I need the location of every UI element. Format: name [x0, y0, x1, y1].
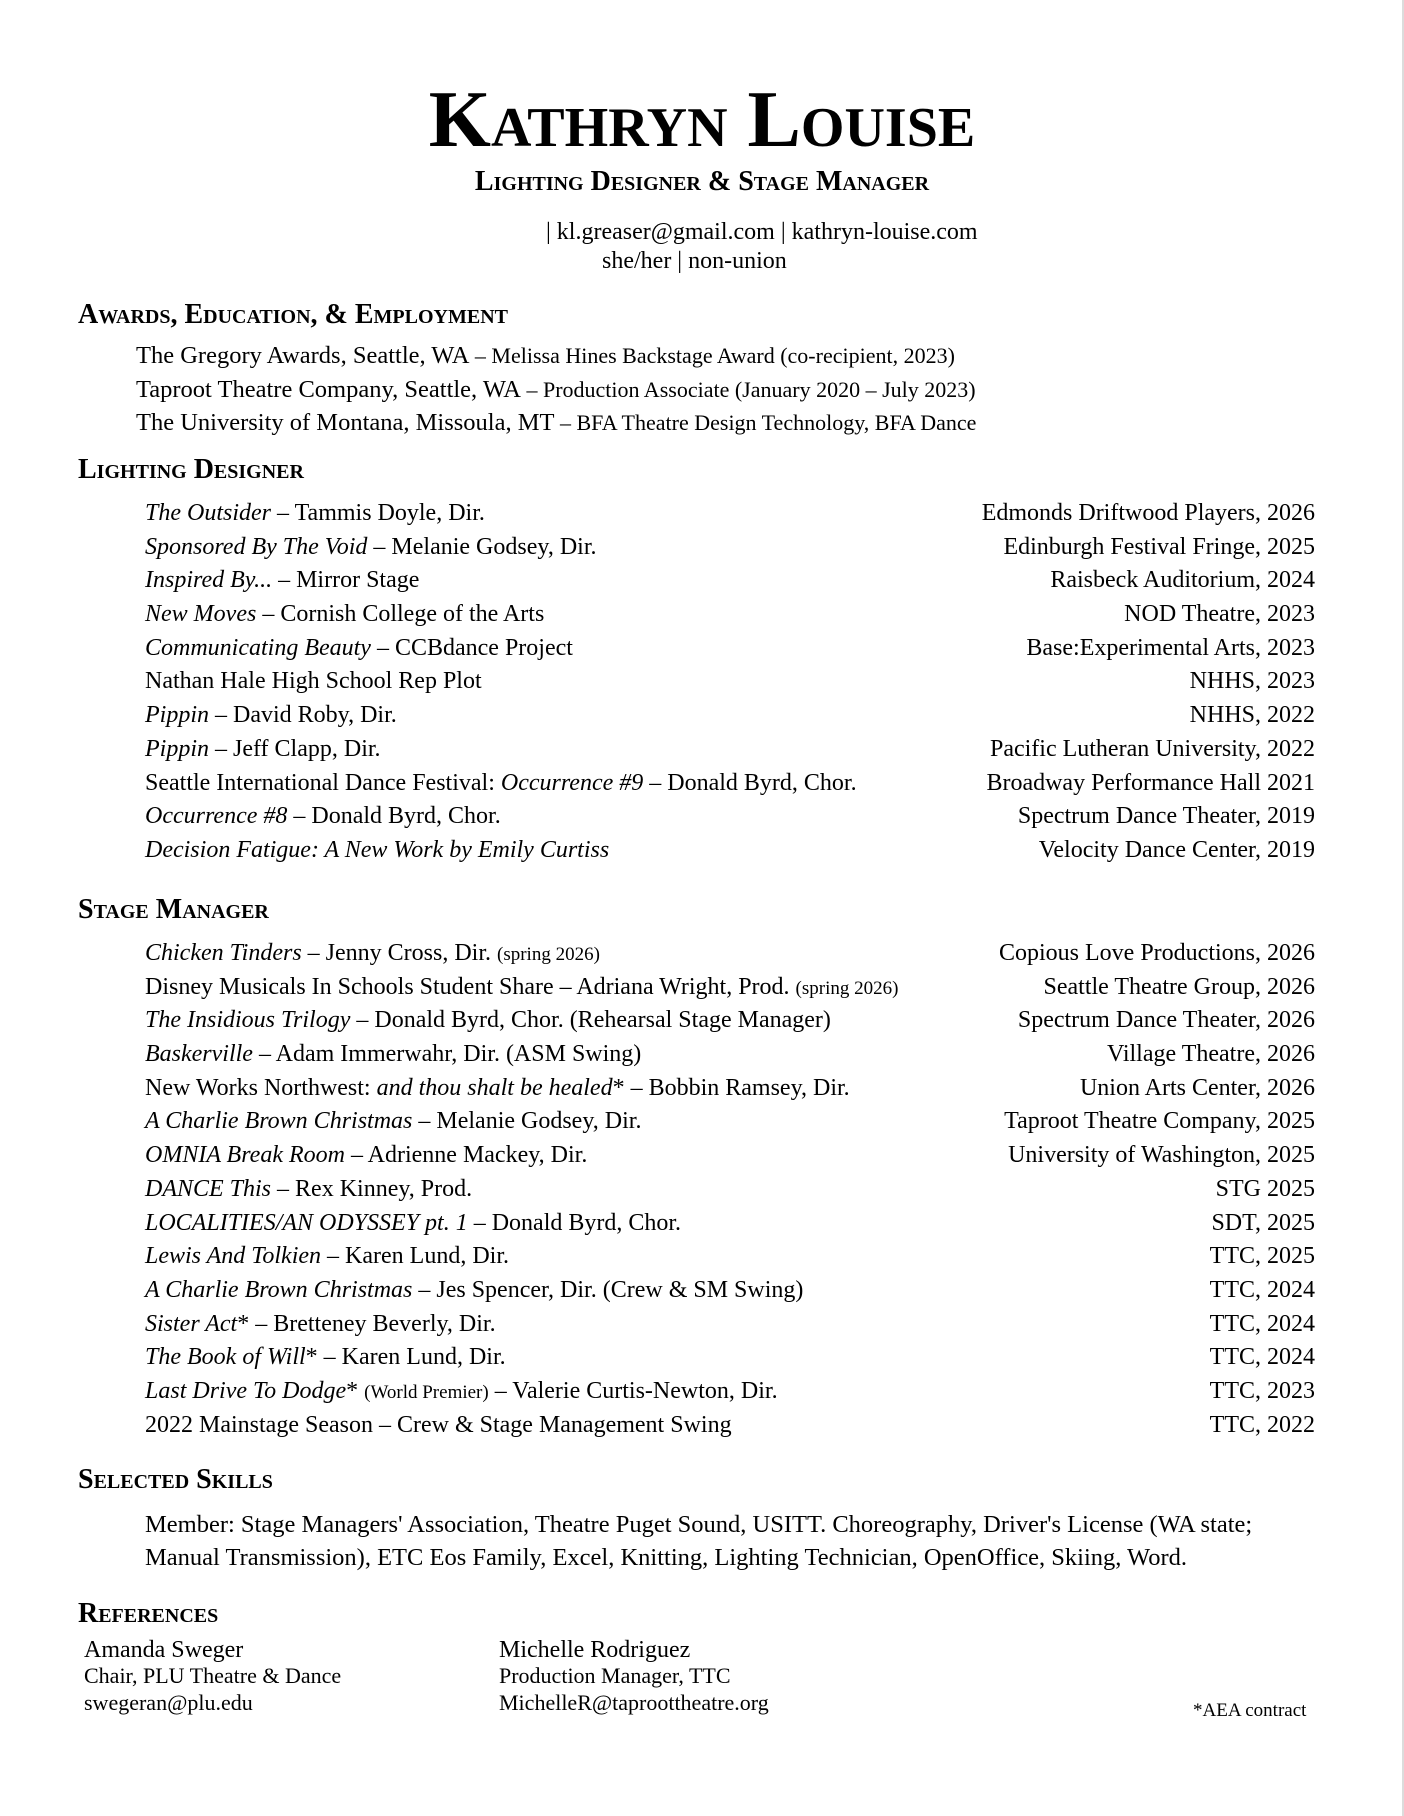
award-item [136, 408, 976, 437]
credit-row [145, 497, 1315, 531]
credit-detail: – Adrienne Mackey, Dir. [344, 1142, 588, 1169]
production-title: Sister Act [145, 1310, 238, 1337]
credit-detail: – Jes Spencer, Dir. (Crew & SM Swing) [412, 1276, 804, 1303]
production-title: Communicating Beauty [145, 634, 371, 661]
credit-venue: TTC, 2024 [1209, 1276, 1315, 1303]
award-detail: BFA Theatre Design Technology, BFA Dance [576, 410, 977, 435]
production-title: Occurrence #9 [500, 769, 644, 796]
reference-role: Production Manager, TTC [499, 1663, 731, 1689]
reference-name: Amanda Sweger [84, 1637, 244, 1663]
credit-row [145, 800, 1315, 834]
credit-detail: – David Roby, Dir. [209, 702, 397, 729]
reference-email[interactable]: swegeran@plu.edu [84, 1689, 253, 1715]
credit-description [145, 1240, 509, 1274]
award-separator: – [520, 376, 543, 402]
credit-row [145, 1375, 1315, 1409]
production-title: The Outsider [145, 500, 271, 526]
production-title: A Charlie Brown Christmas [145, 1108, 413, 1135]
production-title: Chicken Tinders [145, 940, 302, 966]
production-title: Pippin [145, 702, 209, 729]
credit-description [145, 1375, 778, 1410]
credit-description [145, 699, 397, 733]
production-title: The Book of Will [145, 1344, 306, 1371]
credit-detail: – Cornish College of the Arts [256, 601, 545, 628]
credit-venue: Base:Experimental Arts, 2023 [1026, 634, 1315, 661]
production-title: and thou shalt be healed [376, 1074, 613, 1101]
credit-row [145, 1240, 1315, 1274]
credit-venue: TTC, 2025 [1209, 1243, 1315, 1270]
award-separator: – [469, 343, 492, 368]
credit-row [145, 665, 1315, 699]
award-detail: Melissa Hines Backstage Award (co-recipient, 2023) [491, 343, 955, 368]
credit-venue: NHHS, 2023 [1189, 668, 1315, 695]
credit-venue: Raisbeck Auditorium, 2024 [1050, 567, 1315, 594]
credit-detail-2: – Valerie Curtis-Newton, Dir. [488, 1377, 778, 1404]
award-org: Taproot Theatre Company, Seattle, WA [136, 375, 521, 403]
credit-venue: Spectrum Dance Theater, 2026 [1017, 1007, 1315, 1034]
credit-row [145, 564, 1315, 598]
production-title: A Charlie Brown Christmas [145, 1276, 413, 1303]
production-title: New Moves [145, 601, 257, 628]
production-title: Inspired By... [145, 567, 273, 594]
award-detail: Production Associate (January 2020 – July 2023) [542, 376, 976, 402]
credit-detail: * – Karen Lund, Dir. [305, 1344, 506, 1371]
production-title: DANCE This [145, 1175, 272, 1202]
credit-description [145, 665, 482, 699]
production-title: OMNIA Break Room [145, 1142, 345, 1169]
credit-venue: Pacific Lutheran University, 2022 [989, 735, 1315, 762]
references-heading: References [78, 1598, 219, 1629]
credit-row [145, 1341, 1315, 1375]
credit-detail: – Melanie Godsey, Dir. [367, 533, 597, 560]
credit-description [145, 497, 485, 531]
production-title: Occurrence #8 [145, 803, 288, 830]
credit-venue: University of Washington, 2025 [1008, 1142, 1315, 1169]
credit-description [145, 1173, 472, 1207]
credit-venue: TTC, 2023 [1209, 1377, 1315, 1404]
reference-email[interactable]: MichelleR@taproottheatre.org [499, 1689, 769, 1715]
aea-footnote: *AEA contract [1193, 1700, 1307, 1721]
stage-manager-heading: Stage Manager [78, 894, 269, 925]
credit-venue: Copious Love Productions, 2026 [999, 940, 1315, 966]
credit-description [145, 1139, 587, 1173]
reference-1 [84, 1637, 341, 1716]
credit-venue: Seattle Theatre Group, 2026 [1043, 973, 1315, 1000]
credit-description [145, 564, 419, 598]
credit-row [145, 598, 1315, 632]
stage-manager-list [145, 937, 1315, 1442]
credit-detail: – Donald Byrd, Chor. [643, 769, 857, 796]
credit-description [145, 1409, 732, 1443]
credit-description [145, 1341, 506, 1375]
credit-detail: – Rex Kinney, Prod. [271, 1175, 473, 1202]
credit-detail: – Crew & Stage Management Swing [372, 1411, 732, 1438]
production-title: Decision Fatigue: A New Work by Emily Curtiss [145, 836, 610, 863]
award-item [136, 375, 976, 404]
credit-venue: Village Theatre, 2026 [1106, 1041, 1315, 1068]
reference-role: Chair, PLU Theatre & Dance [84, 1663, 342, 1689]
credit-prefix: Nathan Hale High School Rep Plot [145, 668, 482, 695]
credit-prefix: Seattle International Dance Festival: [145, 769, 501, 796]
skills-heading: Selected Skills [78, 1464, 273, 1495]
lighting-heading: Lighting Designer [78, 454, 304, 485]
reference-name: Michelle Rodriguez [499, 1637, 691, 1663]
credit-detail: – Adam Immerwahr, Dir. (ASM Swing) [252, 1041, 642, 1068]
credit-venue: Taproot Theatre Company, 2025 [1004, 1108, 1315, 1135]
credit-row [145, 1207, 1315, 1241]
credit-detail: – Mirror Stage [272, 567, 420, 594]
award-org: The University of Montana, Missoula, MT [136, 409, 555, 436]
credit-venue: TTC, 2024 [1209, 1310, 1315, 1337]
credit-detail: – Donald Byrd, Chor. [287, 803, 501, 830]
credit-prefix: New Works Northwest: [145, 1074, 377, 1101]
candidate-name: Kathryn Louise [428, 76, 976, 164]
credit-description [145, 834, 609, 868]
credit-description [145, 1274, 803, 1308]
skills-text: Member: Stage Managers' Association, Theatre Puget Sound, USITT. Choreography, Driver's License (WA state; Manual Transmission), ETC Eos Family, Excel, Knitting, Lighting Technician, OpenOffice, Skiing, Word. [145, 1511, 1253, 1572]
credit-row [145, 632, 1315, 666]
credit-venue: SDT, 2025 [1211, 1209, 1315, 1236]
pronouns-line: she/her | non-union [602, 248, 787, 274]
credit-row [145, 1173, 1315, 1207]
awards-heading: Awards, Education, & Employment [78, 299, 508, 330]
credit-venue: NOD Theatre, 2023 [1124, 601, 1315, 628]
award-separator: – [554, 410, 577, 435]
credit-venue: Union Arts Center, 2026 [1079, 1074, 1315, 1101]
credit-venue: Broadway Performance Hall 2021 [986, 769, 1315, 796]
credit-description [145, 1004, 831, 1038]
credit-description [145, 767, 857, 801]
credit-description [145, 1072, 850, 1106]
credit-venue: Spectrum Dance Theater, 2019 [1017, 803, 1315, 830]
credit-description [145, 800, 501, 834]
production-title: Lewis And Tolkien [145, 1243, 322, 1270]
credit-row [145, 699, 1315, 733]
credit-detail: – Karen Lund, Dir. [321, 1243, 509, 1270]
credit-detail: * [346, 1377, 365, 1404]
credit-venue: STG 2025 [1215, 1175, 1315, 1202]
credit-detail: – Donald Byrd, Chor. (Rehearsal Stage Manager) [350, 1007, 831, 1034]
award-org: The Gregory Awards, Seattle, WA [136, 342, 470, 369]
credit-detail: – Tammis Doyle, Dir. [271, 500, 485, 526]
credit-description [145, 632, 573, 666]
credit-note: (spring 2026) [795, 977, 899, 999]
reference-2 [499, 1637, 769, 1716]
credit-description [145, 971, 898, 1006]
award-item [136, 341, 955, 370]
credit-row [145, 733, 1315, 767]
production-title: Baskerville [145, 1041, 253, 1068]
credit-detail: * – Bretteney Beverly, Dir. [237, 1310, 496, 1337]
credit-row [145, 1274, 1315, 1308]
credit-row [145, 531, 1315, 565]
credit-detail: * – Bobbin Ramsey, Dir. [612, 1074, 850, 1101]
credit-description [145, 1038, 641, 1072]
credit-prefix: Disney Musicals In Schools Student Share [145, 973, 554, 1000]
credit-venue: TTC, 2022 [1209, 1411, 1315, 1438]
credit-description [145, 733, 381, 767]
credit-description [145, 598, 544, 632]
credit-row [145, 834, 1315, 868]
credit-description [145, 937, 600, 972]
production-title: Sponsored By The Void [145, 533, 368, 560]
credit-row [145, 1139, 1315, 1173]
credit-row [145, 1004, 1315, 1038]
credit-description [145, 1207, 681, 1241]
credit-venue: Edinburgh Festival Fringe, 2025 [1003, 533, 1315, 560]
credit-row [145, 1308, 1315, 1342]
credit-description [145, 1105, 641, 1139]
credit-row [145, 937, 1315, 971]
credit-detail: – Melanie Godsey, Dir. [412, 1108, 642, 1135]
contact-line: | kl.greaser@gmail.com | kathryn-louise.com [546, 219, 978, 245]
credit-detail: – Jeff Clapp, Dir. [209, 735, 381, 762]
credit-detail: – Jenny Cross, Dir. [301, 940, 497, 966]
credit-row [145, 971, 1315, 1005]
credit-venue: Edmonds Driftwood Players, 2026 [981, 500, 1315, 526]
credit-row [145, 767, 1315, 801]
credit-venue: Velocity Dance Center, 2019 [1038, 836, 1315, 863]
credit-row [145, 1072, 1315, 1106]
credit-detail: – Adriana Wright, Prod. [553, 973, 796, 1000]
production-title: Last Drive To Dodge [145, 1377, 347, 1404]
professional-title: Lighting Designer & Stage Manager [474, 166, 930, 197]
credit-venue: NHHS, 2022 [1189, 702, 1315, 729]
credit-row [145, 1409, 1315, 1443]
credit-detail: – Donald Byrd, Chor. [467, 1209, 682, 1236]
credit-note: (spring 2026) [497, 944, 600, 965]
credit-detail: – CCBdance Project [370, 634, 573, 661]
credit-row [145, 1105, 1315, 1139]
credit-prefix: 2022 Mainstage Season [145, 1411, 373, 1438]
credit-description [145, 1308, 496, 1342]
lighting-list [145, 497, 1315, 868]
production-title: LOCALITIES/AN ODYSSEY pt. 1 [145, 1209, 468, 1236]
production-title: The Insidious Trilogy [145, 1007, 351, 1034]
credit-description [145, 531, 597, 565]
credit-note: (World Premier) [364, 1381, 489, 1403]
production-title: Pippin [145, 735, 209, 762]
credit-row [145, 1038, 1315, 1072]
credit-venue: TTC, 2024 [1209, 1344, 1315, 1371]
